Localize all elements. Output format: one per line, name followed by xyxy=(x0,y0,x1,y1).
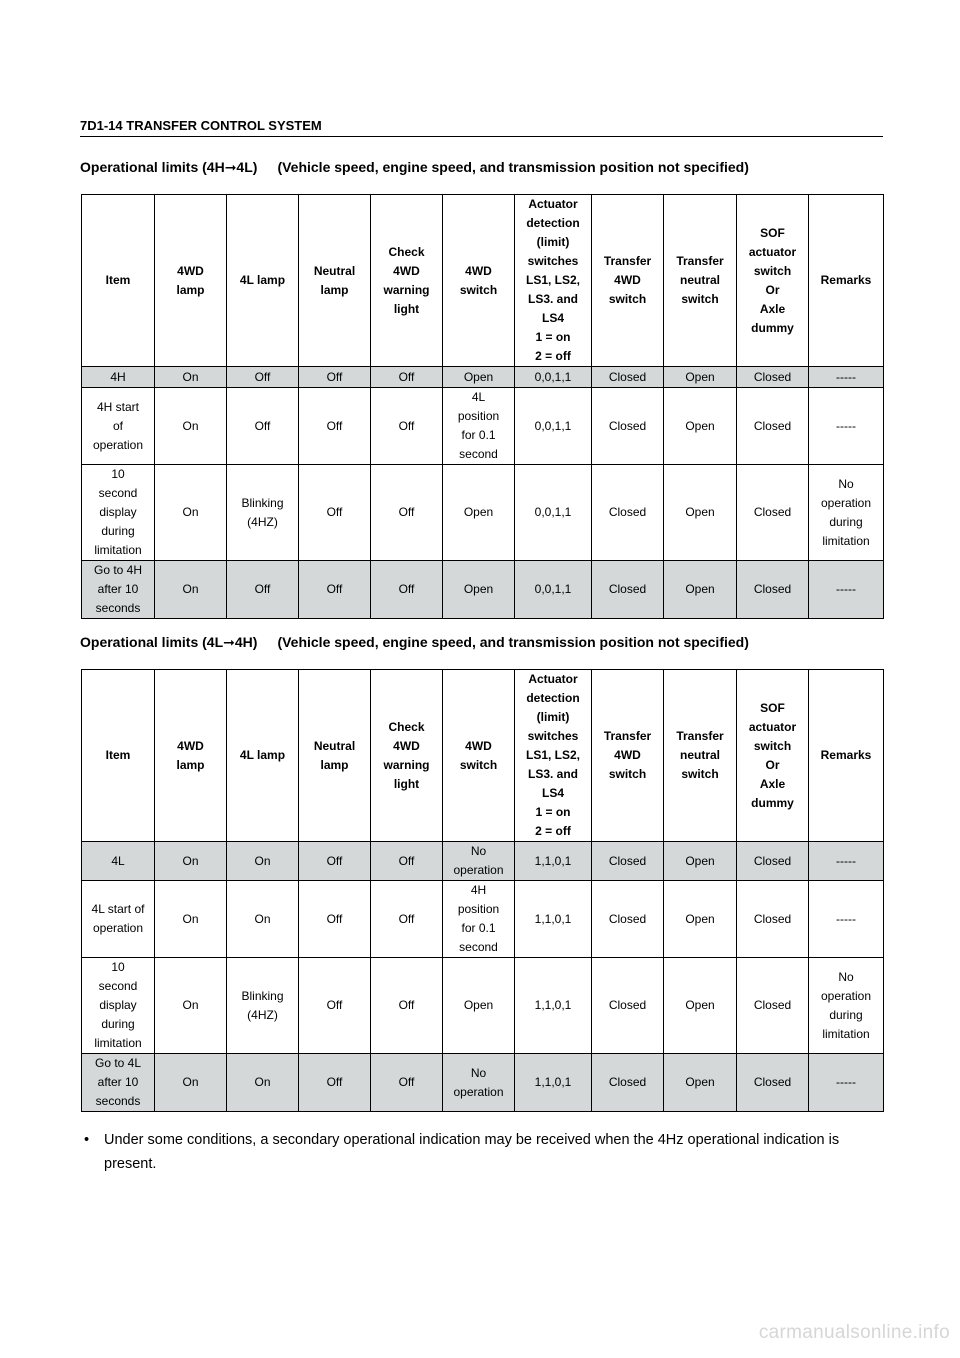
table-row xyxy=(82,958,884,1054)
table-cell: ----- xyxy=(809,881,884,958)
table-cell: Open xyxy=(664,465,737,561)
table-cell: Off xyxy=(299,388,371,465)
column-header: Neutral lamp xyxy=(299,195,371,367)
table-row xyxy=(82,465,884,561)
table-cell: ----- xyxy=(809,842,884,881)
section-heading-title: Operational limits (4L➞4H) xyxy=(80,634,258,650)
table-cell: Closed xyxy=(592,1054,664,1112)
table-cell: Off xyxy=(299,561,371,619)
table-cell: Closed xyxy=(592,367,664,388)
table-cell: Open xyxy=(443,561,515,619)
section-heading-4h-to-4l xyxy=(80,158,883,176)
table-cell: Off xyxy=(299,1054,371,1112)
table-cell: No operation xyxy=(443,842,515,881)
table-cell: On xyxy=(155,367,227,388)
table-cell: Open xyxy=(443,958,515,1054)
column-header: Check 4WD warning light xyxy=(371,670,443,842)
table-row xyxy=(82,561,884,619)
table-cell: Closed xyxy=(737,1054,809,1112)
column-header: Actuator detection (limit) switches LS1, LS2, LS3. and LS4 1 = on 2 = off xyxy=(515,195,592,367)
table-cell: Off xyxy=(371,958,443,1054)
page-header: 7D1-14 TRANSFER CONTROL SYSTEM xyxy=(80,118,883,137)
table-cell: Off xyxy=(299,842,371,881)
table-cell: On xyxy=(155,842,227,881)
table-cell: Off xyxy=(299,881,371,958)
column-header: 4WD switch xyxy=(443,195,515,367)
table-cell: Closed xyxy=(592,958,664,1054)
column-header: Item xyxy=(82,670,155,842)
table-row xyxy=(82,842,884,881)
column-header: SOF actuator switch Or Axle dummy xyxy=(737,670,809,842)
column-header: Item xyxy=(82,195,155,367)
table-cell: 0,0,1,1 xyxy=(515,465,592,561)
table-cell: Off xyxy=(371,388,443,465)
note-text: Under some conditions, a secondary operational indication may be received when the 4Hz operational indication is present. xyxy=(104,1132,840,1172)
section-heading-4l-to-4h xyxy=(80,633,883,651)
table-cell: 4L xyxy=(82,842,155,881)
table-row xyxy=(82,881,884,958)
table-cell: Off xyxy=(299,465,371,561)
table-cell: Off xyxy=(227,388,299,465)
table-cell: Open xyxy=(664,842,737,881)
table-row xyxy=(82,1054,884,1112)
table-cell: Open xyxy=(664,881,737,958)
column-header: Transfer neutral switch xyxy=(664,670,737,842)
table-row xyxy=(82,367,884,388)
table-cell: Off xyxy=(371,842,443,881)
section-heading-note: (Vehicle speed, engine speed, and transmission position not specified) xyxy=(277,634,749,650)
column-header: Remarks xyxy=(809,670,884,842)
column-header: Transfer 4WD switch xyxy=(592,195,664,367)
table-cell: 10 second display during limitation xyxy=(82,958,155,1054)
table-cell: 4L position for 0.1 second xyxy=(443,388,515,465)
column-header: Transfer 4WD switch xyxy=(592,670,664,842)
table-cell: Off xyxy=(299,958,371,1054)
table-cell: On xyxy=(155,388,227,465)
table-cell: 1,1,0,1 xyxy=(515,958,592,1054)
column-header: SOF actuator switch Or Axle dummy xyxy=(737,195,809,367)
table-cell: 4H start of operation xyxy=(82,388,155,465)
table-cell: 0,0,1,1 xyxy=(515,561,592,619)
table-cell: Off xyxy=(227,367,299,388)
column-header: 4WD lamp xyxy=(155,195,227,367)
table-cell: Open xyxy=(664,367,737,388)
table-cell: Open xyxy=(664,388,737,465)
table-cell: Closed xyxy=(737,881,809,958)
table-cell: Off xyxy=(227,561,299,619)
table-cell: On xyxy=(227,881,299,958)
table-header-row xyxy=(82,195,884,367)
table-row xyxy=(82,388,884,465)
column-header: Neutral lamp xyxy=(299,670,371,842)
table-cell: Closed xyxy=(737,561,809,619)
column-header: 4WD lamp xyxy=(155,670,227,842)
column-header: 4L lamp xyxy=(227,670,299,842)
table-cell: Open xyxy=(664,958,737,1054)
table-cell: Closed xyxy=(737,367,809,388)
watermark-text: carmanualsonline.info xyxy=(758,1322,950,1343)
table-cell: Off xyxy=(371,881,443,958)
table-cell: Blinking (4HZ) xyxy=(227,465,299,561)
table-cell: Off xyxy=(371,561,443,619)
table-cell: On xyxy=(155,958,227,1054)
table-cell: ----- xyxy=(809,388,884,465)
table-cell: No operation during limitation xyxy=(809,958,884,1054)
table-cell: Blinking (4HZ) xyxy=(227,958,299,1054)
note-paragraph xyxy=(84,1128,884,1176)
table-cell: Off xyxy=(371,367,443,388)
column-header: Remarks xyxy=(809,195,884,367)
table-cell: 1,1,0,1 xyxy=(515,881,592,958)
table-cell: 4L start of operation xyxy=(82,881,155,958)
operational-limits-table-4h-to-4l xyxy=(81,194,884,619)
table-cell: 10 second display during limitation xyxy=(82,465,155,561)
table-cell: 1,1,0,1 xyxy=(515,842,592,881)
column-header: 4WD switch xyxy=(443,670,515,842)
table-cell: Closed xyxy=(592,842,664,881)
table-cell: Closed xyxy=(737,388,809,465)
column-header: Check 4WD warning light xyxy=(371,195,443,367)
operational-limits-table-4l-to-4h xyxy=(81,669,884,1112)
table-cell: Open xyxy=(443,367,515,388)
table-cell: On xyxy=(155,1054,227,1112)
table-cell: Open xyxy=(664,1054,737,1112)
column-header: Transfer neutral switch xyxy=(664,195,737,367)
table-cell: Off xyxy=(371,465,443,561)
table-cell: Go to 4L after 10 seconds xyxy=(82,1054,155,1112)
section-heading-title: Operational limits (4H➞4L) xyxy=(80,159,258,175)
table-cell: On xyxy=(155,465,227,561)
table-cell: On xyxy=(155,561,227,619)
table-cell: ----- xyxy=(809,367,884,388)
table-cell: No operation xyxy=(443,1054,515,1112)
table-cell: Off xyxy=(371,1054,443,1112)
table-cell: 4H position for 0.1 second xyxy=(443,881,515,958)
table-cell: Open xyxy=(443,465,515,561)
table-cell: Closed xyxy=(592,388,664,465)
table-cell: 0,0,1,1 xyxy=(515,388,592,465)
column-header: 4L lamp xyxy=(227,195,299,367)
table-cell: Open xyxy=(664,561,737,619)
table-cell: ----- xyxy=(809,561,884,619)
table-cell: Closed xyxy=(737,958,809,1054)
table-cell: On xyxy=(227,842,299,881)
table-cell: Closed xyxy=(592,561,664,619)
table-header-row xyxy=(82,670,884,842)
table-cell: Off xyxy=(299,367,371,388)
table-cell: On xyxy=(227,1054,299,1112)
table-cell: Closed xyxy=(737,842,809,881)
bullet-icon: • xyxy=(84,1132,90,1148)
section-heading-note: (Vehicle speed, engine speed, and transmission position not specified) xyxy=(277,159,749,175)
table-cell: No operation during limitation xyxy=(809,465,884,561)
table-cell: 1,1,0,1 xyxy=(515,1054,592,1112)
table-cell: Closed xyxy=(592,465,664,561)
table-cell: Go to 4H after 10 seconds xyxy=(82,561,155,619)
table-cell: Closed xyxy=(737,465,809,561)
table-cell: 0,0,1,1 xyxy=(515,367,592,388)
table-cell: ----- xyxy=(809,1054,884,1112)
column-header: Actuator detection (limit) switches LS1, LS2, LS3. and LS4 1 = on 2 = off xyxy=(515,670,592,842)
table-cell: On xyxy=(155,881,227,958)
table-cell: 4H xyxy=(82,367,155,388)
table-cell: Closed xyxy=(592,881,664,958)
